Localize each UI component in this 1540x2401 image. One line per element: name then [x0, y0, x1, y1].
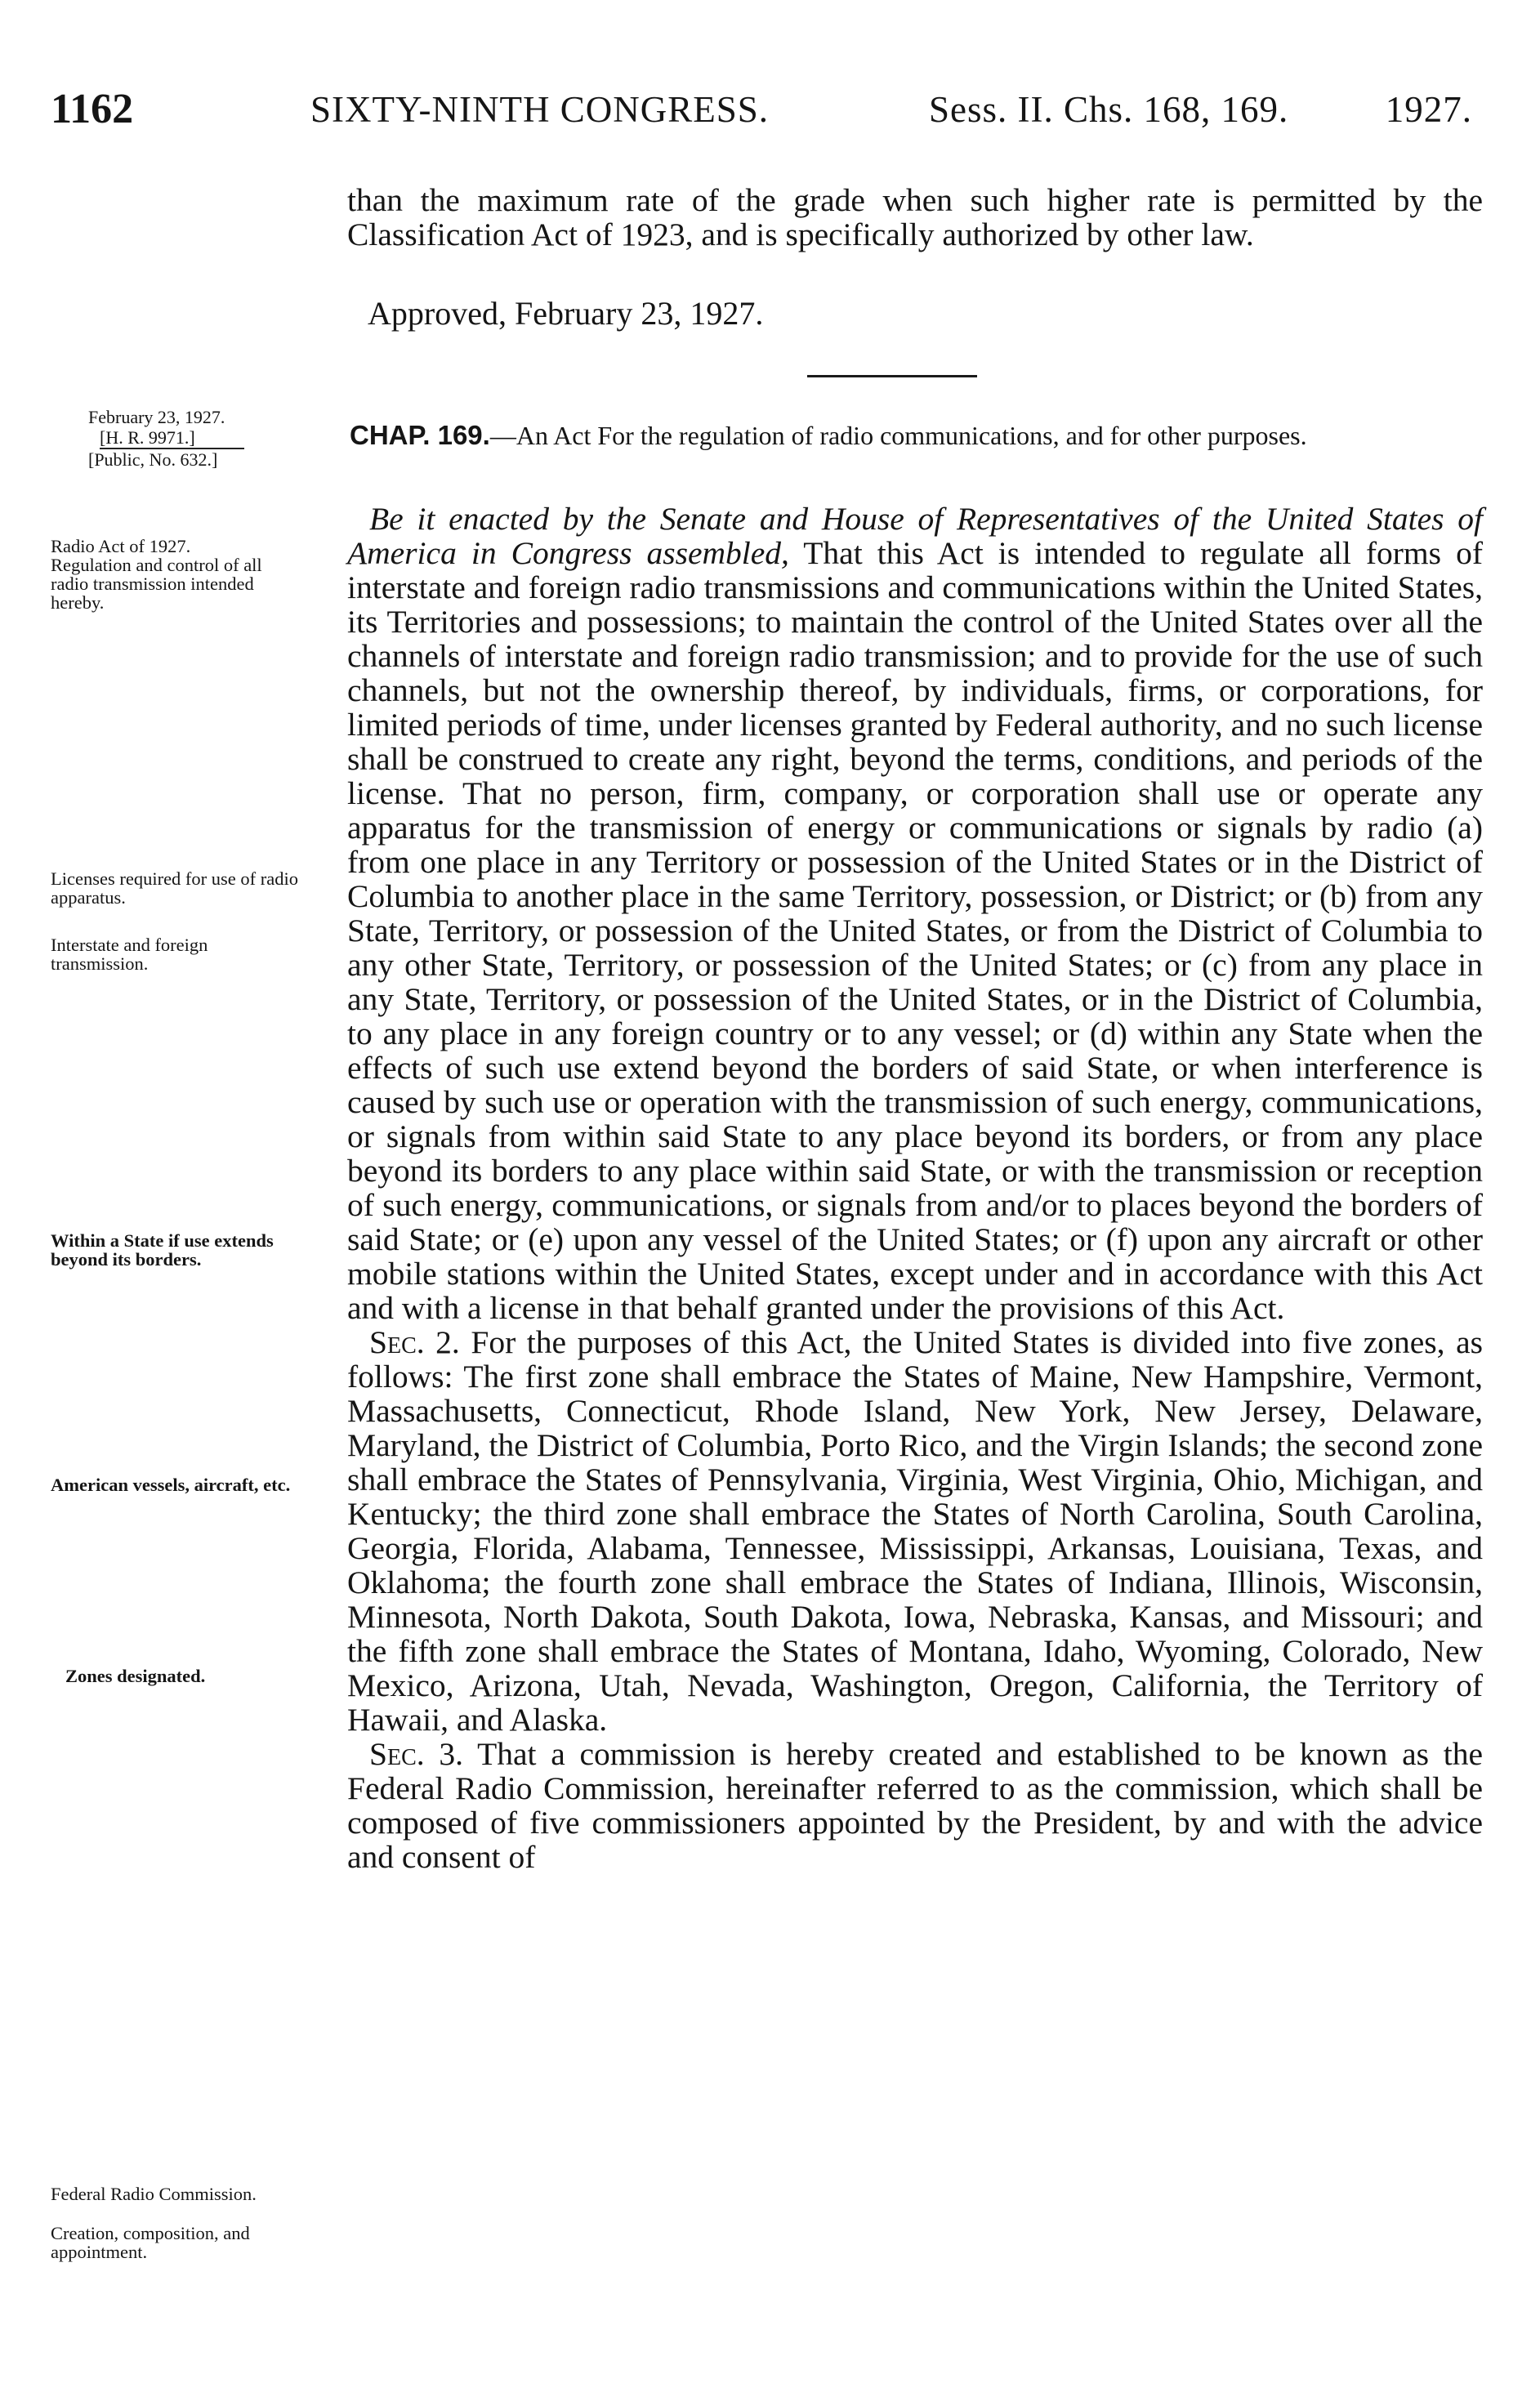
- section-2-text: For the purposes of this Act, the United States is divided into five zones, as follows: The first zone shall embrace the States of Maine, New Hampshire, Vermont, Massachusetts, Connecticut, Rhode Island, New York, New Jersey, Delaware, Maryland, the District of Columbia, Porto Rico, and the Virgin Islands; the second zone shall embrace the States of Pennsylvania, Virginia, West Virginia, Ohio, Michigan, and Kentucky; the third zone shall embrace the States of North Carolina, South Carolina, Georgia, Florida, Alabama, Tennessee, Mississippi, Arkansas, Louisiana, Texas, and Oklahoma; the fourth zone shall embrace the States of Indiana, Illinois, Wisconsin, Minnesota, North Dakota, South Dakota, Iowa, Nebraska, Kansas, and Missouri; and the fifth zone shall embrace the States of Montana, Idaho, Wyoming, Colorado, New Mexico, Arizona, Utah, Nevada, Washington, Oregon, California, the Territory of Hawaii, and Alaska.: [347, 1324, 1483, 1738]
- chapter-heading: [350, 418, 1485, 453]
- chapter-divider: [807, 375, 977, 377]
- chapter-title: —An Act For the regulation of radio communications, and for other purposes.: [489, 421, 1307, 450]
- margin-note-interstate: Interstate and foreign transmission.: [51, 935, 208, 974]
- margin-note-licenses: Licenses required for use of radio apparatus.: [51, 868, 299, 908]
- margin-note-american-vessels: American vessels, aircraft, etc.: [51, 1475, 291, 1495]
- public-law-number: [Public, No. 632.]: [88, 449, 218, 470]
- act-text: [347, 502, 1483, 1874]
- chapter-number: CHAP. 169.: [350, 420, 490, 450]
- margin-note-federal-radio: Federal Radio Commission.: [51, 2184, 257, 2204]
- congress-title: SIXTY-NINTH CONGRESS.: [310, 89, 770, 130]
- session-chapters: Sess. II. Chs. 168, 169.: [929, 89, 1289, 130]
- approval-line: Approved, February 23, 1927.: [368, 295, 764, 332]
- margin-note-regulation: Regulation and control of all radio transmission intended hereby.: [51, 555, 262, 613]
- running-header: [51, 85, 1472, 134]
- section-1-text: That this Act is intended to regulate all forms of interstate and foreign radio transmissions and communications within the United States, its Territories and possessions; to maintain the control of the United States over all the channels of interstate and foreign radio transmission; and to provide for the use of such channels, but not the ownership thereof, by individuals, firms, or corporations, for limited periods of time, under licenses granted by Federal authority, and no such license shall be construed to create any right, beyond the terms, conditions, and periods of the license. That no person, firm, company, or corporation shall use or operate any apparatus for the transmission of energy or communications or signals by radio (a) from one place in any Territory or possession of the United States or in the District of Columbia to another place in the same Territory, possession, or District; or (b) from any State, Territory, or possession of the United States, or from the District of Columbia to any other State, Territory, or possession of the United States; or (c) from any place in any State, Territory, or possession of the United States, or in the District of Columbia, to any place in any foreign country or to any vessel; or (d) within any State when the effects of such use extend beyond the borders of said State, or when interference is caused by such use or operation with the transmission of such energy, communications, or signals from within said State to any place beyond its borders, or from any place beyond its borders to any place within said State, or with the transmission or reception of such energy, communications, or signals from and/or to places beyond the borders of said State; or (e) upon any vessel of the United States; or (f) upon any aircraft or other mobile stations within the United States, except under and in accordance with this Act and with a license in that behalf granted under the provisions of this Act.: [347, 535, 1483, 1326]
- bill-number: [H. R. 9971.]: [100, 427, 244, 449]
- section-2: [347, 1325, 1483, 1737]
- section-3-text: That a commission is hereby created and established to be known as the Federal Radio Commission, hereinafter referred to as the commission, which shall be composed of five commissioners appointed by the President, by and with the advice and consent of: [347, 1736, 1483, 1875]
- margin-note-within-state: Within a State if use extends beyond its borders.: [51, 1230, 274, 1270]
- enacting-clause: Be it enacted by the Senate and House of Representatives of the United States of America in Congress assembled,: [347, 501, 1483, 571]
- continuation-paragraph: than the maximum rate of the grade when such higher rate is permitted by the Classification Act of 1923, and is specifically authorized by other law.: [347, 182, 1483, 252]
- chapter-meta: [88, 407, 325, 470]
- header-year: 1927.: [1385, 89, 1472, 130]
- margin-note-radio-act: Radio Act of 1927.: [51, 536, 191, 556]
- section-3-label: Sec. 3.: [369, 1736, 464, 1772]
- section-2-label: Sec. 2.: [369, 1324, 460, 1360]
- margin-note-creation: Creation, composition, and appointment.: [51, 2223, 250, 2262]
- section-1: [347, 502, 1483, 1325]
- section-3: [347, 1737, 1483, 1874]
- page-number: 1162: [51, 86, 134, 132]
- chapter-date: February 23, 1927.: [88, 407, 225, 427]
- margin-note-zones: Zones designated.: [65, 1666, 206, 1686]
